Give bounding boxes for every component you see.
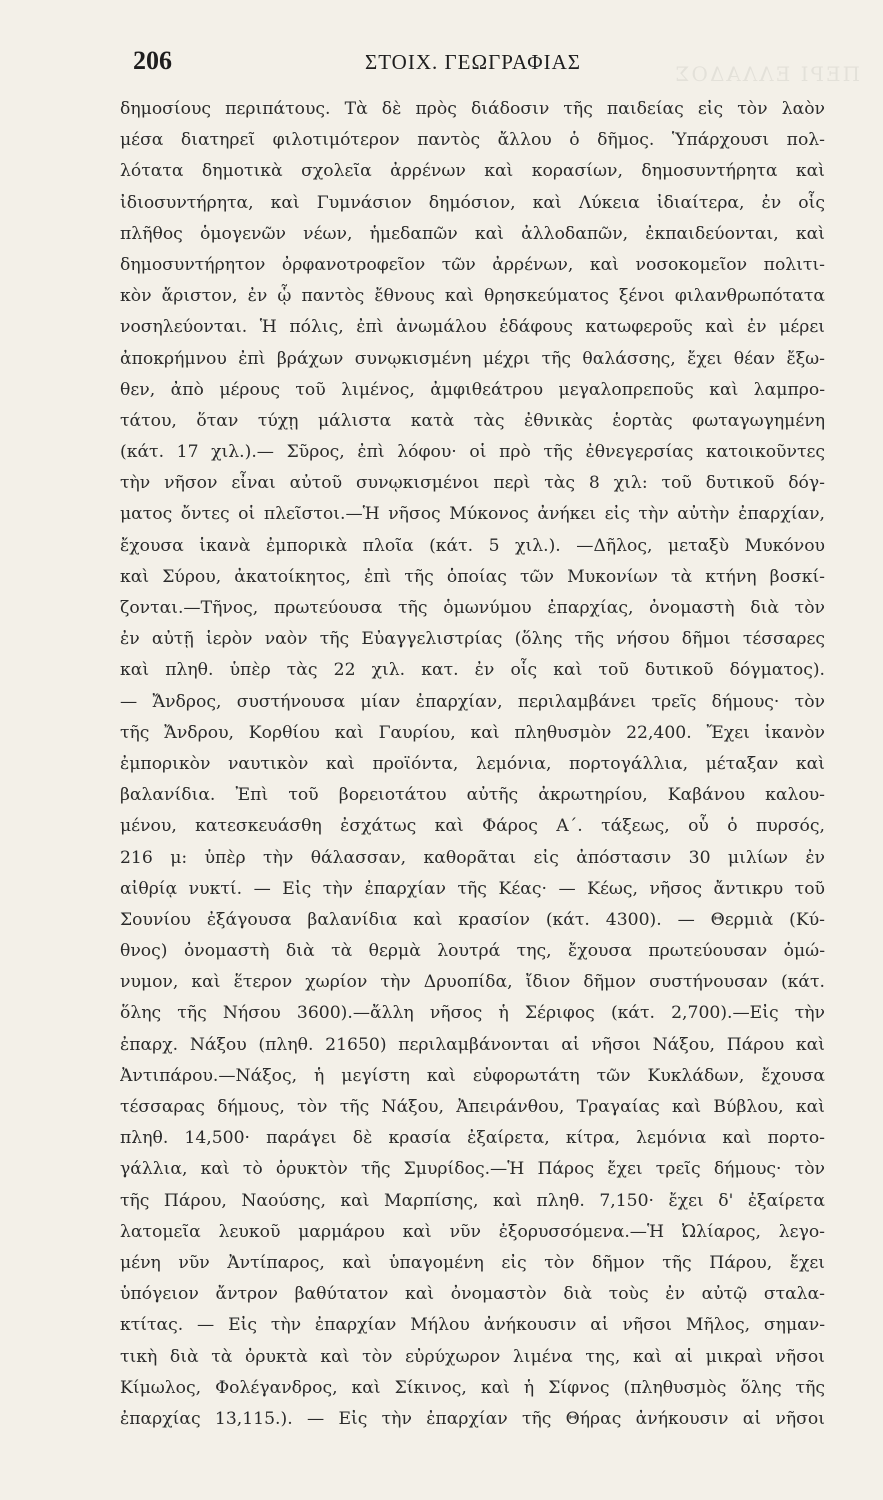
text-line: τικὴ διὰ τὰ ὀρυκτὰ καὶ τὸν εὐρύχωρον λιμένα της, καὶ αἱ μικραὶ νῆσοι (120, 1346, 825, 1367)
text-line: ματος ὄντες οἱ πλεῖστοι.—Ἡ νῆσος Μύκονος ἀνήκει εἰς τὴν αὐτὴν ἐπαρχίαν, (120, 504, 825, 525)
text-line: 216 μ: ὑπὲρ τὴν θάλασσαν, καθορᾶται εἰς ἀπόστασιν 30 μιλίων ἐν (120, 847, 825, 868)
page-number: 206 (133, 46, 172, 75)
text-line: Κίμωλος, Φολέγανδρος, καὶ Σίκινος, καὶ ἡ Σίφνος (πληθυσμὸς ὅλης τῆς (120, 1377, 825, 1398)
text-line: αἰθρίᾳ νυκτί. — Εἰς τὴν ἐπαρχίαν τῆς Κέας· — Κέως, νῆσος ἄντικρυ τοῦ (120, 878, 825, 899)
text-line: ἐμπορικὸν ναυτικὸν καὶ προϊόντα, λεμόνια, πορτογάλλια, μέταξαν καὶ (120, 753, 825, 774)
text-line: ἔχουσα ἱκανὰ ἐμπορικὰ πλοῖα (κάτ. 5 χιλ.). —Δῆλος, μεταξὺ Μυκόνου (120, 535, 825, 556)
text-line: πλῆθος ὁμογενῶν νέων, ἡμεδαπῶν καὶ ἀλλοδαπῶν, ἐκπαιδεύονται, καὶ (120, 223, 825, 244)
page-header (133, 46, 818, 80)
text-line: λατομεῖα λευκοῦ μαρμάρου καὶ νῦν ἐξορυσσόμενα.—Ἡ Ὠλίαρος, λεγο- (120, 1221, 825, 1242)
text-line: (κάτ. 17 χιλ.).— Σῦρος, ἐπὶ λόφου· οἱ πρὸ τῆς ἐθνεγερσίας κατοικοῦντες (120, 442, 825, 463)
text-line: μένου, κατεσκευάσθη ἐσχάτως καὶ Φάρος Α΄. τάξεως, οὗ ὁ πυρσός, (120, 816, 825, 837)
text-line: τῆς Πάρου, Ναούσης, καὶ Μαρπίσης, καὶ πληθ. 7,150· ἔχει δ' ἐξαίρετα (120, 1190, 825, 1211)
text-line: τὴν νῆσον εἶναι αὐτοῦ συνῳκισμένοι περὶ τὰς 8 χιλ: τοῦ δυτικοῦ δόγ- (120, 473, 825, 494)
text-line: τάτου, ὅταν τύχῃ μάλιστα κατὰ τὰς ἐθνικὰς ἑορτὰς φωταγωγημένη (120, 410, 825, 431)
text-line: ὑπόγειον ἄντρον βαθύτατον καὶ ὀνομαστὸν διὰ τοὺς ἐν αὐτῷ σταλα- (120, 1284, 825, 1305)
body-text (120, 94, 825, 1435)
text-line: νοσηλεύονται. Ἡ πόλις, ἐπὶ ἀνωμάλου ἐδάφους κατωφεροῦς καὶ ἐν μέρει (120, 317, 825, 338)
text-line: δημοσυντήρητον ὀρφανοτροφεῖον τῶν ἀρρένων, καὶ νοσοκομεῖον πολιτι- (120, 254, 825, 275)
text-line: Ἀντιπάρου.—Νάξος, ἡ μεγίστη καὶ εὐφορωτάτη τῶν Κυκλάδων, ἔχουσα (120, 1065, 825, 1086)
text-line: καὶ πληθ. ὑπὲρ τὰς 22 χιλ. κατ. ἐν οἷς καὶ τοῦ δυτικοῦ δόγματος). (120, 660, 825, 681)
text-line: ἐπαρχ. Νάξου (πληθ. 21650) περιλαμβάνονται αἱ νῆσοι Νάξου, Πάρου καὶ (120, 1034, 825, 1055)
text-line: ζονται.—Τῆνος, πρωτεύουσα τῆς ὁμωνύμου ἐπαρχίας, ὀνομαστὴ διὰ τὸν (120, 598, 825, 618)
text-line: θεν, ἀπὸ μέρους τοῦ λιμένος, ἀμφιθεάτρου μεγαλοπρεποῦς καὶ λαμπρο- (120, 379, 825, 400)
text-line: ἐν αὐτῇ ἱερὸν ναὸν τῆς Εὐαγγελιστρίας (ὅλης τῆς νήσου δῆμοι τέσσαρες (120, 629, 825, 650)
text-line: νυμον, καὶ ἕτερον χωρίον τὴν Δρυοπίδα, ἴδιον δῆμον συστήνουσαν (κάτ. (120, 972, 825, 993)
text-line: καὶ Σύρου, ἀκατοίκητος, ἐπὶ τῆς ὁποίας τῶν Μυκονίων τὰ κτήνη βοσκί- (120, 566, 825, 587)
text-line: βαλανίδια. Ἐπὶ τοῦ βορειοτάτου αὐτῆς ἀκρωτηρίου, Καβάνου καλου- (120, 785, 825, 806)
text-line: γάλλια, καὶ τὸ ὀρυκτὸν τῆς Σμυρίδος.—Ἡ Πάρος ἔχει τρεῖς δήμους· τὸν (120, 1159, 825, 1180)
text-line: λότατα δημοτικὰ σχολεῖα ἀρρένων καὶ κορασίων, δημοσυντήρητα καὶ (120, 161, 825, 182)
text-line: ὅλης τῆς Νήσου 3600).—ἄλλη νῆσος ἡ Σέριφος (κάτ. 2,700).—Εἰς τὴν (120, 1003, 825, 1024)
text-line: τέσσαρας δήμους, τὸν τῆς Νάξου, Ἀπειράνθου, Τραγαίας καὶ Βύβλου, καὶ (120, 1097, 825, 1117)
text-line: — Ἄνδρος, συστήνουσα μίαν ἐπαρχίαν, περιλαμβάνει τρεῖς δήμους· τὸν (120, 691, 825, 712)
text-line: κτίτας. — Εἰς τὴν ἐπαρχίαν Μήλου ἀνήκουσιν αἱ νῆσοι Μῆλος, σημαν- (120, 1315, 825, 1336)
text-line: Σουνίου ἐξάγουσα βαλανίδια καὶ κρασίον (κάτ. 4300). — Θερμιὰ (Κύ- (120, 909, 825, 930)
text-line: ἐπαρχίας 13,115.). — Εἰς τὴν ἐπαρχίαν τῆς Θήρας ἀνήκουσιν αἱ νῆσοι (120, 1408, 825, 1429)
text-line: μένη νῦν Ἀντίπαρος, καὶ ὑπαγομένη εἰς τὸν δῆμον τῆς Πάρου, ἔχει (120, 1252, 825, 1273)
text-line: δημοσίους περιπάτους. Τὰ δὲ πρὸς διάδοσιν τῆς παιδείας εἰς τὸν λαὸν (120, 99, 825, 119)
text-line: ἰδιοσυντήρητα, καὶ Γυμνάσιον δημόσιον, καὶ Λύκεια ἰδιαίτερα, ἐν οἷς (120, 192, 825, 213)
running-title: ΣΤΟΙΧ. ΓΕΩΓΡΑΦΙΑΣ (365, 50, 582, 74)
text-line: κὸν ἄριστον, ἐν ᾧ παντὸς ἔθνους καὶ θρησκεύματος ξένοι φιλανθρωπότατα (120, 286, 825, 307)
text-line: μέσα διατηρεῖ φιλοτιμότερον παντὸς ἄλλου ὁ δῆμος. Ὑπάρχουσι πολ- (120, 130, 825, 151)
text-line: θνος) ὀνομαστὴ διὰ τὰ θερμὰ λουτρά της, ἔχουσα πρωτεύουσαν ὁμώ- (120, 941, 825, 962)
text-line: τῆς Ἄνδρου, Κορθίου καὶ Γαυρίου, καὶ πληθυσμὸν 22,400. Ἔχει ἱκανὸν (120, 722, 825, 743)
text-line: ἀποκρήμνου ἐπὶ βράχων συνῳκισμένη μέχρι τῆς θαλάσσης, ἔχει θέαν ἔξω- (120, 348, 825, 369)
text-line: πληθ. 14,500· παράγει δὲ κρασία ἐξαίρετα, κίτρα, λεμόνια καὶ πορτο- (120, 1128, 825, 1149)
bleed-through-text: ΠΕΡΙ ΕΛΛΑΔΟΣ (673, 62, 860, 86)
